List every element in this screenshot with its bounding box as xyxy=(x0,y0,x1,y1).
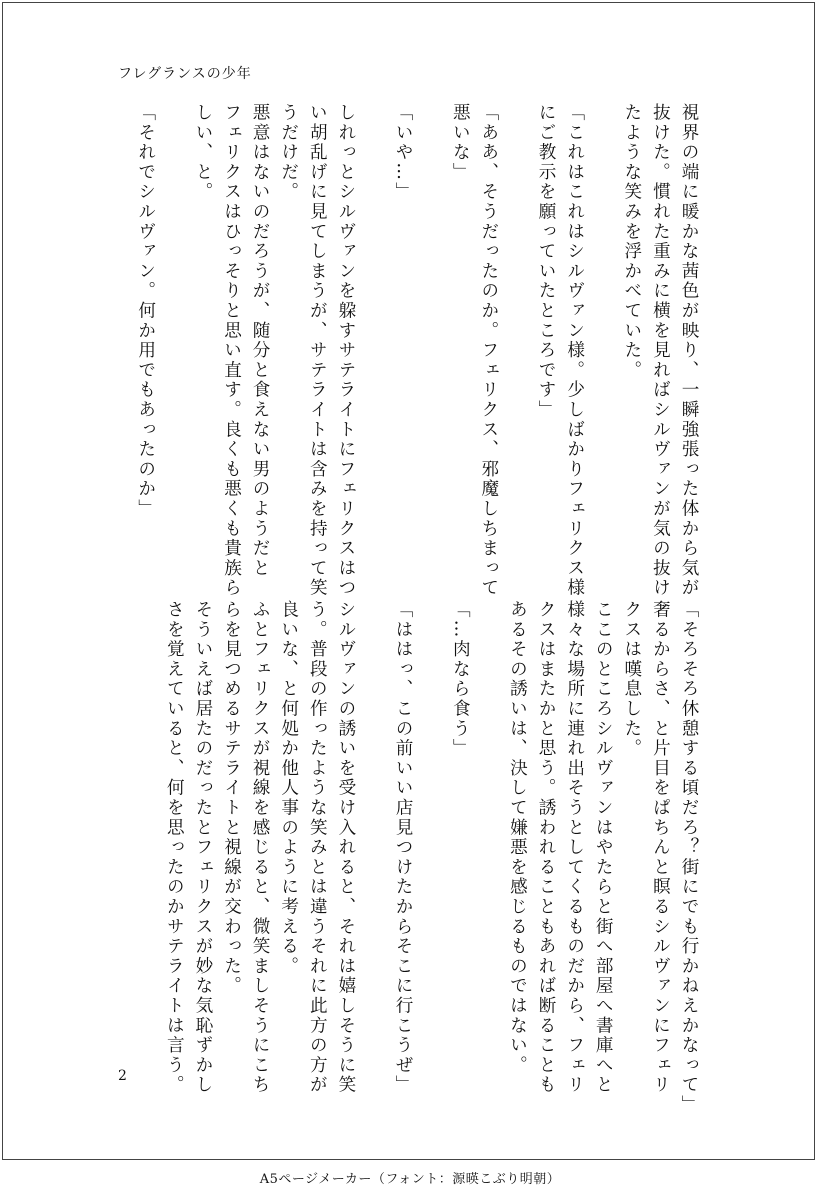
blank-line xyxy=(417,103,446,573)
blank-line xyxy=(474,600,503,1055)
blank-line xyxy=(503,103,532,573)
text-line: 悪意はないのだろうが、随分と食えない男のようだと xyxy=(250,103,271,579)
blank-line xyxy=(360,103,389,573)
text-line: クスはまたかと思う。誘われることもあれば断ることも xyxy=(536,600,557,1095)
text-line: い胡乱げに見てしまうが、サテライトは含みを持って笑 xyxy=(307,103,328,598)
text-line: らを見つめるサテライトと視線が交わった。 xyxy=(221,600,242,996)
text-block-bottom xyxy=(160,600,703,1115)
text-line: ふとフェリクスが視線を感じると、微笑ましそうにこち xyxy=(250,600,271,1095)
text-line: 視界の端に暖かな茜色が映り、一瞬強張った体から気が xyxy=(679,103,699,598)
text-line: 悪いな」 xyxy=(450,103,471,183)
text-line: 「ははっ、この前いい店見つけたからそこに行こうぜ」 xyxy=(393,600,414,1095)
footer-credit: A5ページメーカー（フォント：源暎こぶり明朝） xyxy=(259,1172,561,1187)
text-line: 様々な場所に連れ出そうとしてくるものだから、フェリ xyxy=(564,600,585,1095)
blank-line xyxy=(160,103,189,573)
text-line: う。普段の作ったような笑みとは違うそれに此方の方が xyxy=(307,600,328,1095)
page-title: フレグランスの少年 xyxy=(118,66,252,82)
text-line: 「…肉なら食う」 xyxy=(450,600,471,759)
page-number: 2 xyxy=(118,1068,127,1084)
text-line: クスは嘆息した。 xyxy=(621,600,642,759)
blank-line xyxy=(417,600,446,1055)
text-line: さを覚えていると、何を思ったのかサテライトは言う。 xyxy=(164,600,185,1095)
text-line: にご教示を願っていたところです」 xyxy=(536,103,557,420)
text-line: 「そろそろ休憩する頃だろ？街にでも行かねえかなって」 xyxy=(679,600,699,1115)
text-line: 「ああ、そうだったのか。フェリクス、邪魔しちまって xyxy=(478,103,499,598)
blank-line xyxy=(360,600,389,1055)
text-line: 良いな、と何処か他人事のように考える。 xyxy=(278,600,299,977)
text-line: シルヴァンの誘いを受け入れると、それは嬉しそうに笑 xyxy=(335,600,356,1095)
text-line: たような笑みを浮かべていた。 xyxy=(621,103,642,381)
text-line: フェリクスはひっそりと思い直す。良くも悪くも貴族ら xyxy=(221,103,242,598)
text-line: しい、と。 xyxy=(192,103,213,202)
text-line: 「それでシルヴァン。何か用でもあったのか」 xyxy=(135,103,156,519)
blank-line xyxy=(589,103,618,573)
text-line: ここのところシルヴァンはやたらと街へ部屋へ書庫へと xyxy=(593,600,614,1095)
text-line: うだけだ。 xyxy=(278,103,299,202)
text-line: そういえば居たのだったとフェリクスが妙な気恥ずかし xyxy=(192,600,213,1095)
text-line: 抜けた。慣れた重みに横を見ればシルヴァンが気の抜け xyxy=(650,103,671,598)
text-line: 奢るからさ、と片目をぱちんと瞑るシルヴァンにフェリ xyxy=(650,600,671,1095)
text-line: あるその誘いは、決して嫌悪を感じるものではない。 xyxy=(507,600,528,1076)
text-line: 「これはこれはシルヴァン様。少しばかりフェリクス様 xyxy=(564,103,585,598)
text-line: しれっとシルヴァンを躱すサテライトにフェリクスはつ xyxy=(335,103,356,598)
text-block-top xyxy=(131,103,703,598)
text-line: 「いや…」 xyxy=(393,103,414,202)
